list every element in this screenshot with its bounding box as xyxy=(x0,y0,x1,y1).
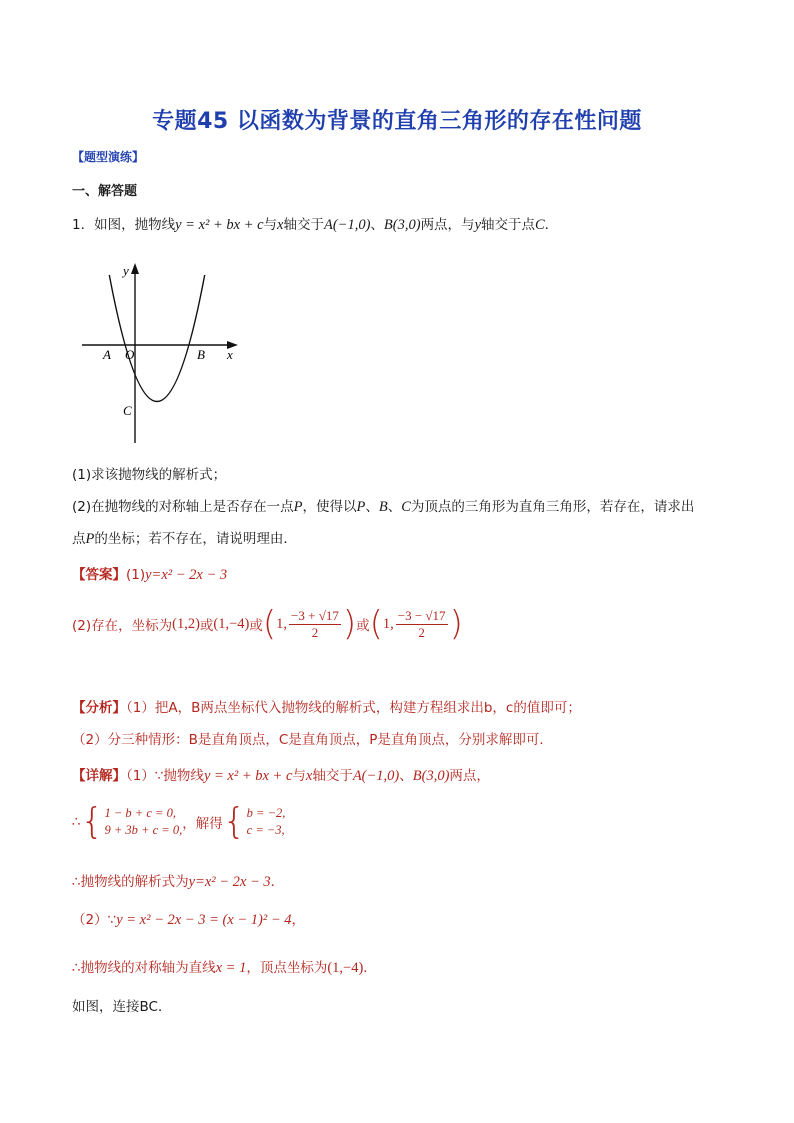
detail-line1-d: 两点， xyxy=(449,768,490,784)
detail-line1-a: （1）∵抛物线 xyxy=(126,768,204,784)
problem-statement xyxy=(72,213,558,234)
detail-line5-point: (1,−4) xyxy=(327,960,364,976)
q2-line2-b: 的坐标；若不存在，请说明理由． xyxy=(94,531,297,547)
problem-axis-y: y xyxy=(474,217,481,233)
detail-line1-equation: y = x² + bx + c xyxy=(203,768,293,784)
label-o: O xyxy=(125,347,135,362)
detail-line3-equation: y=x² − 2x − 3 xyxy=(188,874,271,890)
equation-system: { 1 − b + c = 0, 9 + 3b + c = 0, xyxy=(80,801,183,842)
section-label: 【题型演练】 xyxy=(72,150,145,164)
detail-line-6: 如图，连接BC． xyxy=(72,999,172,1015)
q2-point-c: C xyxy=(401,499,411,515)
solve-text: ，解得 xyxy=(182,816,223,832)
problem-mid2: 轴交于 xyxy=(283,217,324,233)
detail-line4-end: ， xyxy=(291,912,305,928)
q2-text-a: (2)在抛物线的对称轴上是否存在一点 xyxy=(72,499,294,515)
analysis-line-2: （2）分三种情形：B是直角顶点，C是直角顶点，P是直角顶点，分别求解即可． xyxy=(72,732,553,748)
detail-line-4 xyxy=(72,908,305,929)
page-title: 专题45 以函数为背景的直角三角形的存在性问题 xyxy=(152,109,642,134)
label-b: B xyxy=(197,347,205,362)
solution-row-2: c = −3, xyxy=(246,823,285,837)
answer-or-1: 或 xyxy=(199,618,214,634)
problem-point-b: B(3,0) xyxy=(383,217,421,233)
problem-mid1: 与 xyxy=(263,217,278,233)
answer-coord-4-denominator: 2 xyxy=(418,624,425,640)
q2-point-p: P xyxy=(293,499,303,515)
q2-point-p3: P xyxy=(85,531,95,547)
answer-tag: 【答案】 xyxy=(72,567,126,583)
detail-line1-sep: 、 xyxy=(399,768,413,784)
problem-sep: 、 xyxy=(370,217,384,233)
question-1: (1)求该抛物线的解析式； xyxy=(72,467,227,483)
therefore-symbol: ∴ xyxy=(72,814,81,830)
q2-sep2: 、 xyxy=(387,499,402,515)
q2-text-b: ，使得以 xyxy=(302,499,357,515)
detail-line1-point-a: A(−1,0) xyxy=(352,768,400,784)
system-row-2: 9 + 3b + c = 0, xyxy=(104,823,183,837)
answer-or-2: 或 xyxy=(249,618,263,634)
detail-tag: 【详解】 xyxy=(72,768,126,784)
answer-coord-3-prefix: 1, xyxy=(276,615,288,632)
problem-mid3: 两点，与 xyxy=(420,217,475,233)
detail-line4-equation: y = x² − 2x − 3 = (x − 1)² − 4 xyxy=(116,912,292,928)
answer-or-3: 或 xyxy=(356,618,370,634)
label-x: x xyxy=(227,347,233,362)
detail-line3-a: ∴抛物线的解析式为 xyxy=(72,874,189,890)
detail-line5-a: ∴抛物线的对称轴为直线 xyxy=(72,960,216,976)
solution-system: { b = −2, c = −3, xyxy=(222,801,286,842)
solution-row-1: b = −2, xyxy=(246,806,286,820)
detail-line5-b: ，顶点坐标为 xyxy=(246,960,328,976)
detail-line4-a: （2）∵ xyxy=(72,912,117,928)
answer-line-1 xyxy=(72,563,227,584)
q2-point-b: B xyxy=(378,499,388,515)
analysis-line-1 xyxy=(72,696,581,716)
label-y: y xyxy=(123,263,129,278)
section-heading: 一、解答题 xyxy=(72,184,138,199)
system-row-1: 1 − b + c = 0, xyxy=(104,806,176,820)
detail-line-5 xyxy=(72,956,377,977)
y-axis-arrow xyxy=(131,263,139,274)
detail-line1-point-b: B(3,0) xyxy=(412,768,450,784)
detail-line5-end: ． xyxy=(363,960,377,976)
problem-prefix: 1．如图，抛物线 xyxy=(72,217,176,233)
answer-part1-equation: y=x² − 2x − 3 xyxy=(145,567,228,583)
answer-coord-4-fraction xyxy=(396,608,448,641)
answer-part1-label: (1) xyxy=(126,567,146,583)
answer-coord-4-prefix: 1, xyxy=(382,615,394,632)
detail-system xyxy=(72,801,286,842)
q2-text-c: 为顶点的三角形为直角三角形，若存在，请求出 xyxy=(410,499,695,515)
detail-line5-equation: x = 1 xyxy=(215,960,247,976)
analysis-tag: 【分析】 xyxy=(72,700,126,716)
q2-sep1: 、 xyxy=(365,499,379,515)
parabola-curve xyxy=(109,275,204,402)
parabola-figure xyxy=(76,258,246,448)
problem-equation: y = x² + bx + c xyxy=(175,217,264,233)
label-a: A xyxy=(103,347,111,362)
q2-point-p2: P xyxy=(356,499,366,515)
question-2-line-1 xyxy=(72,495,694,516)
detail-line1-b: 与 xyxy=(292,768,306,784)
answer-line-2: (2)存在，坐标为 (1,2) 或 (1,−4) 或 ( 1, $\frac{-3 + √17}{2}$ ) 或 ( 1, $\frac{-3 - √17}{2}$ ) xyxy=(72,604,463,644)
detail-line-3 xyxy=(72,870,284,891)
problem-end: ． xyxy=(544,217,559,233)
analysis-text-1: （1）把A，B两点坐标代入抛物线的解析式，构建方程组求出b，c的值即可； xyxy=(126,700,581,716)
problem-mid4: 轴交于点 xyxy=(481,217,535,233)
answer-coord-3-numerator: −3 + √17 xyxy=(291,607,339,623)
question-2-line-2 xyxy=(72,527,297,548)
answer-part2-label: (2)存在，坐标为 xyxy=(72,618,173,634)
detail-line1-c: 轴交于 xyxy=(312,768,353,784)
detail-line-1 xyxy=(72,764,490,785)
label-c: C xyxy=(123,403,132,418)
answer-coord-3-denominator: 2 xyxy=(311,624,319,640)
detail-line1-x: x xyxy=(305,768,313,784)
answer-coord-4-numerator: −3 − √17 xyxy=(397,607,446,623)
answer-coord-1: (1,2) xyxy=(172,615,200,632)
problem-point-a: A(−1,0) xyxy=(323,217,371,233)
detail-line3-end: ． xyxy=(270,874,285,890)
answer-coord-2: (1,−4) xyxy=(213,615,250,632)
problem-point-c: C xyxy=(535,217,545,233)
q2-line2-a: 点 xyxy=(72,531,86,547)
problem-axis-x: x xyxy=(277,217,284,233)
answer-coord-3-fraction xyxy=(289,608,341,641)
